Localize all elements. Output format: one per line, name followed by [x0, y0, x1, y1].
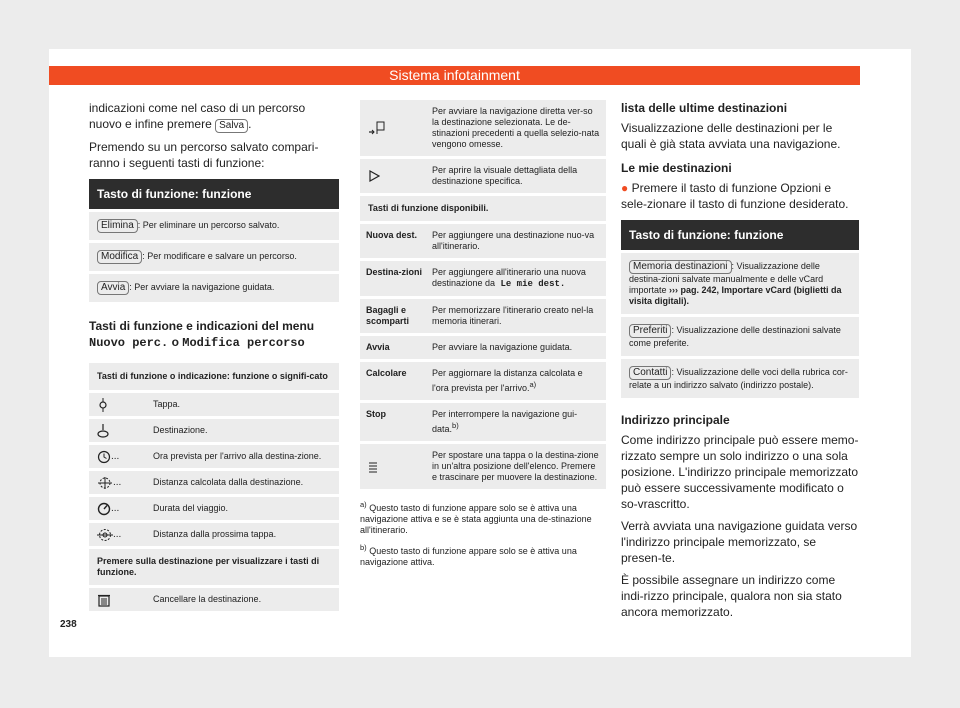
column-left	[89, 100, 339, 611]
route-function-table	[89, 179, 339, 302]
table-row: Bagagli e scomparti Per memorizzare l'itinerario creato nel-la memoria itinerari.	[360, 299, 606, 333]
start-nav-icon	[360, 100, 426, 156]
menu-function-table	[89, 363, 339, 611]
footnote-a: $^{a)}$ Questo tasto di funzione appare solo se è attiva una navigazione attiva e se è stata aggiunta una de-stinazione all'itinerario.	[360, 500, 592, 535]
table-row: Avvia : Per avviare la navigazione guidata.	[89, 274, 339, 302]
table-row: Contatti : Visualizzazione delle voci della rubrica cor-relate a un indirizzo salvato (indirizzo postale).	[621, 359, 859, 398]
table-row: ... Durata del viaggio.	[89, 497, 339, 520]
destinations-function-table	[621, 220, 859, 398]
home-address-text-3: È possibile assegnare un indirizzo come indi-rizzo principale, qualora non sia stato ancora memorizzato.	[621, 573, 842, 619]
column-middle	[360, 100, 606, 574]
table-row: Nuova dest. Per aggiungere una destinazione nuo-va all'itinerario.	[360, 224, 606, 258]
clock-icon: ...	[89, 445, 147, 468]
page-header: Sistema infotainment	[49, 66, 860, 85]
table-row: ... Distanza dalla prossima tappa.	[89, 523, 339, 546]
drag-handle-icon	[360, 444, 426, 489]
delete-row: Cancellare la destinazione.	[89, 588, 339, 611]
subheading-row: Premere sulla destinazione per visualizzare i tasti di funzione.	[89, 549, 339, 585]
function-button-ref: Contatti	[629, 366, 671, 380]
timer-icon: ...	[89, 497, 147, 520]
recent-destinations-text: Visualizzazione delle destinazioni per le quali è già stata avviata una navigazione.	[621, 121, 841, 151]
avvia-button-ref: Avvia	[97, 281, 129, 295]
play-icon	[360, 159, 426, 193]
home-address-text-1: Come indirizzo principale può essere memo-rizzato sempre un solo indirizzo o una sola posizione. L'indirizzo principale memorizzato può essere successivamente modificato o so-vrascritto.	[621, 433, 859, 511]
save-button-ref: Salva	[215, 119, 248, 133]
page-number: 238	[60, 619, 77, 630]
table-row: Elimina : Per eliminare un percorso salvato.	[89, 212, 339, 240]
destination-icon	[89, 419, 147, 442]
table-row: Tappa.	[89, 393, 339, 416]
elimina-button-ref: Elimina	[97, 219, 138, 233]
table-title-row: Tasti di funzione o indicazione: funzione o signifi-cato	[89, 363, 339, 390]
table-row: Avvia Per avviare la navigazione guidata.	[360, 336, 606, 359]
available-keys-row: Tasti di funzione disponibili.	[360, 196, 606, 221]
my-destinations-heading: Le mie destinazioni	[621, 161, 732, 175]
table-row: Stop Per interrompere la navigazione gui-data.$^{b)}$	[360, 403, 606, 441]
trash-icon	[89, 588, 147, 611]
column-right	[621, 100, 859, 626]
manual-page	[49, 49, 911, 657]
saved-route-paragraph: Premendo su un percorso salvato compari-ranno i seguenti tasti di funzione:	[89, 140, 319, 170]
table-row: ... Distanza calcolata dalla destinazione.	[89, 471, 339, 494]
table-row: Memoria destinazioni : Visualizzazione delle destina-zioni salvate manualmente e delle vCard importate ››› pag. 242, Importare vCard (biglietti da visita digitali).	[621, 253, 859, 314]
table-row: Preferiti : Visualizzazione delle destinazioni salvate come preferite.	[621, 317, 859, 356]
table-header: Tasto di funzione: funzione	[621, 220, 859, 250]
start-nav-row: Per avviare la navigazione diretta ver-so la destinazione selezionata. Le de-stinazioni precedenti a quella selezio-nata vengono omesse.	[360, 100, 606, 156]
function-button-ref: Memoria destinazioni	[629, 260, 732, 274]
modifica-button-ref: Modifica	[97, 250, 142, 264]
table-row: ... Ora prevista per l'arrivo alla destina-zione.	[89, 445, 339, 468]
recent-destinations-heading: lista delle ultime destinazioni	[621, 101, 788, 115]
intro-paragraph: indicazioni come nel caso di un percorso nuovo e infine premere Salva .	[89, 101, 306, 131]
drag-row: Per spostare una tappa o la destina-zione in un'altra posizione dell'elenco. Premere e trascinare per muovere la destinazione.	[360, 444, 606, 489]
function-button-ref: Preferiti	[629, 324, 671, 338]
section-heading: Tasti di funzione e indicazioni del menu Nuovo perc. o Modifica percorso	[89, 319, 315, 350]
home-address-heading: Indirizzo principale	[621, 413, 730, 427]
home-address-text-2: Verrà avviata una navigazione guidata verso l'indirizzo principale memorizzato, se presen-te.	[621, 519, 858, 565]
table-row: Destinazione.	[89, 419, 339, 442]
waypoint-icon	[89, 393, 147, 416]
bullet-icon: ●	[621, 181, 629, 195]
table-row: Calcolare Per aggiornare la distanza calcolata e l'ora prevista per l'arrivo.$^{a)}$	[360, 362, 606, 400]
distance-waypoint-icon: ...	[89, 523, 147, 546]
detail-view-row: Per aprire la visuale dettagliata della destinazione specifica.	[360, 159, 606, 193]
table-row: Modifica : Per modificare e salvare un percorso.	[89, 243, 339, 271]
bullet-item: ● Premere il tasto di funzione Opzioni e sele-zionare il tasto di funzione desiderato.	[621, 181, 849, 211]
distance-flag-icon: ...	[89, 471, 147, 494]
table-header: Tasto di funzione: funzione	[89, 179, 339, 209]
footnotes	[360, 499, 606, 568]
table-row: Destina-zioni Per aggiungere all'itinerario una nuova destinazione da Le mie dest.	[360, 261, 606, 296]
footnote-b: $^{b)}$ Questo tasto di funzione appare solo se è attiva una navigazione attiva.	[360, 543, 577, 567]
